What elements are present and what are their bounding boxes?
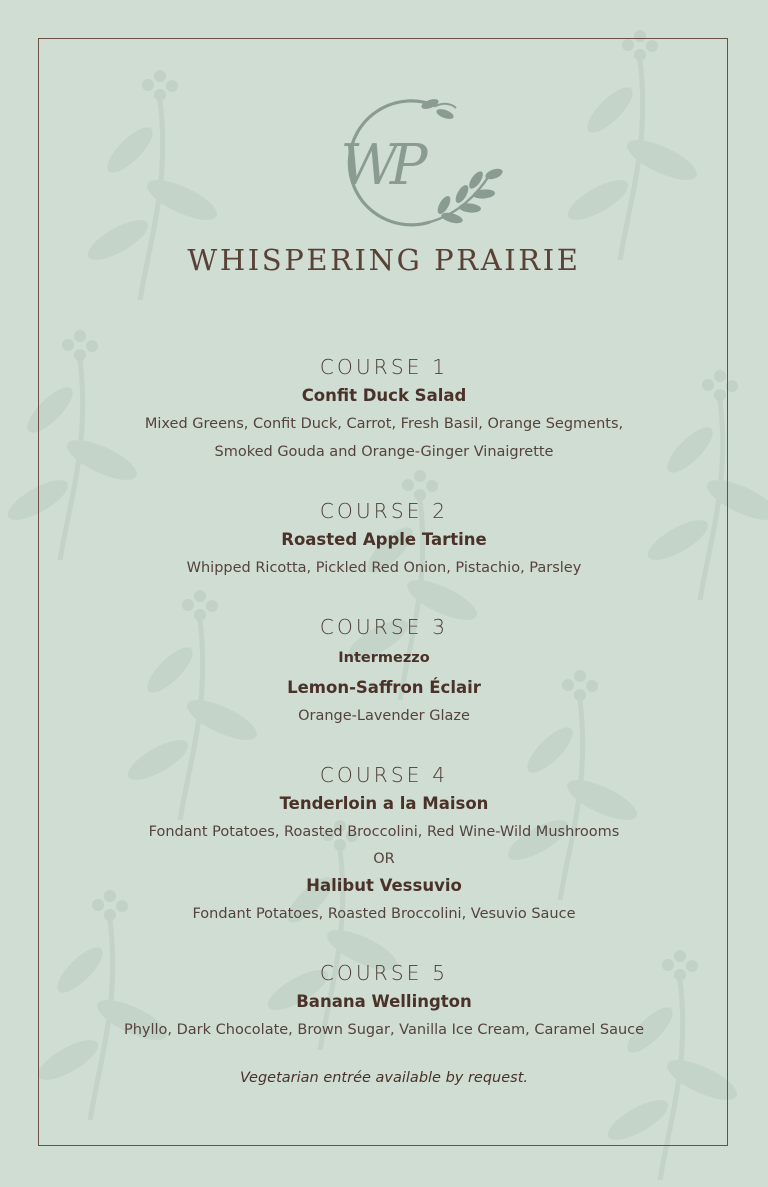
dish-name: Halibut Vessuvio (306, 876, 462, 895)
course-label: COURSE 3 (319, 615, 449, 639)
course-label: COURSE 5 (319, 961, 449, 985)
dish-name: Lemon-Saffron Éclair (287, 678, 481, 697)
course-label: COURSE 4 (319, 763, 449, 787)
dish-description: Fondant Potatoes, Roasted Broccolini, Red Wine-Wild Mushrooms (148, 824, 620, 840)
vegetarian-note: Vegetarian entrée available by request. (239, 1070, 529, 1086)
course-label: COURSE 2 (319, 499, 449, 523)
dish-subtitle: Intermezzo (338, 650, 430, 666)
dish-description: Whipped Ricotta, Pickled Red Onion, Pistachio, Parsley (186, 560, 582, 576)
dish-description: Mixed Greens, Confit Duck, Carrot, Fresh Basil, Orange Segments, (144, 416, 624, 432)
dish-description: Fondant Potatoes, Roasted Broccolini, Vesuvio Sauce (192, 906, 576, 922)
dish-description: Smoked Gouda and Orange-Ginger Vinaigrette (214, 444, 554, 460)
course-5 (0, 958, 768, 1044)
course-1 (0, 352, 768, 466)
or-separator: OR (373, 851, 395, 867)
dish-name: Confit Duck Salad (301, 386, 467, 405)
dish-name: Tenderloin a la Maison (279, 794, 489, 813)
dish-name: Banana Wellington (296, 992, 472, 1011)
course-2 (0, 496, 768, 582)
dish-description: Orange-Lavender Glaze (298, 708, 470, 724)
course-3 (0, 612, 768, 730)
dish-name: Roasted Apple Tartine (281, 530, 487, 549)
course-4 (0, 760, 768, 928)
course-label: COURSE 1 (319, 355, 449, 379)
brand-name: WHISPERING PRAIRIE (187, 243, 581, 277)
brand-monogram: WP (340, 133, 420, 198)
dish-description: Phyllo, Dark Chocolate, Brown Sugar, Vanilla Ice Cream, Caramel Sauce (123, 1022, 645, 1038)
brand-logo (318, 98, 508, 230)
course-menu (0, 352, 768, 1092)
